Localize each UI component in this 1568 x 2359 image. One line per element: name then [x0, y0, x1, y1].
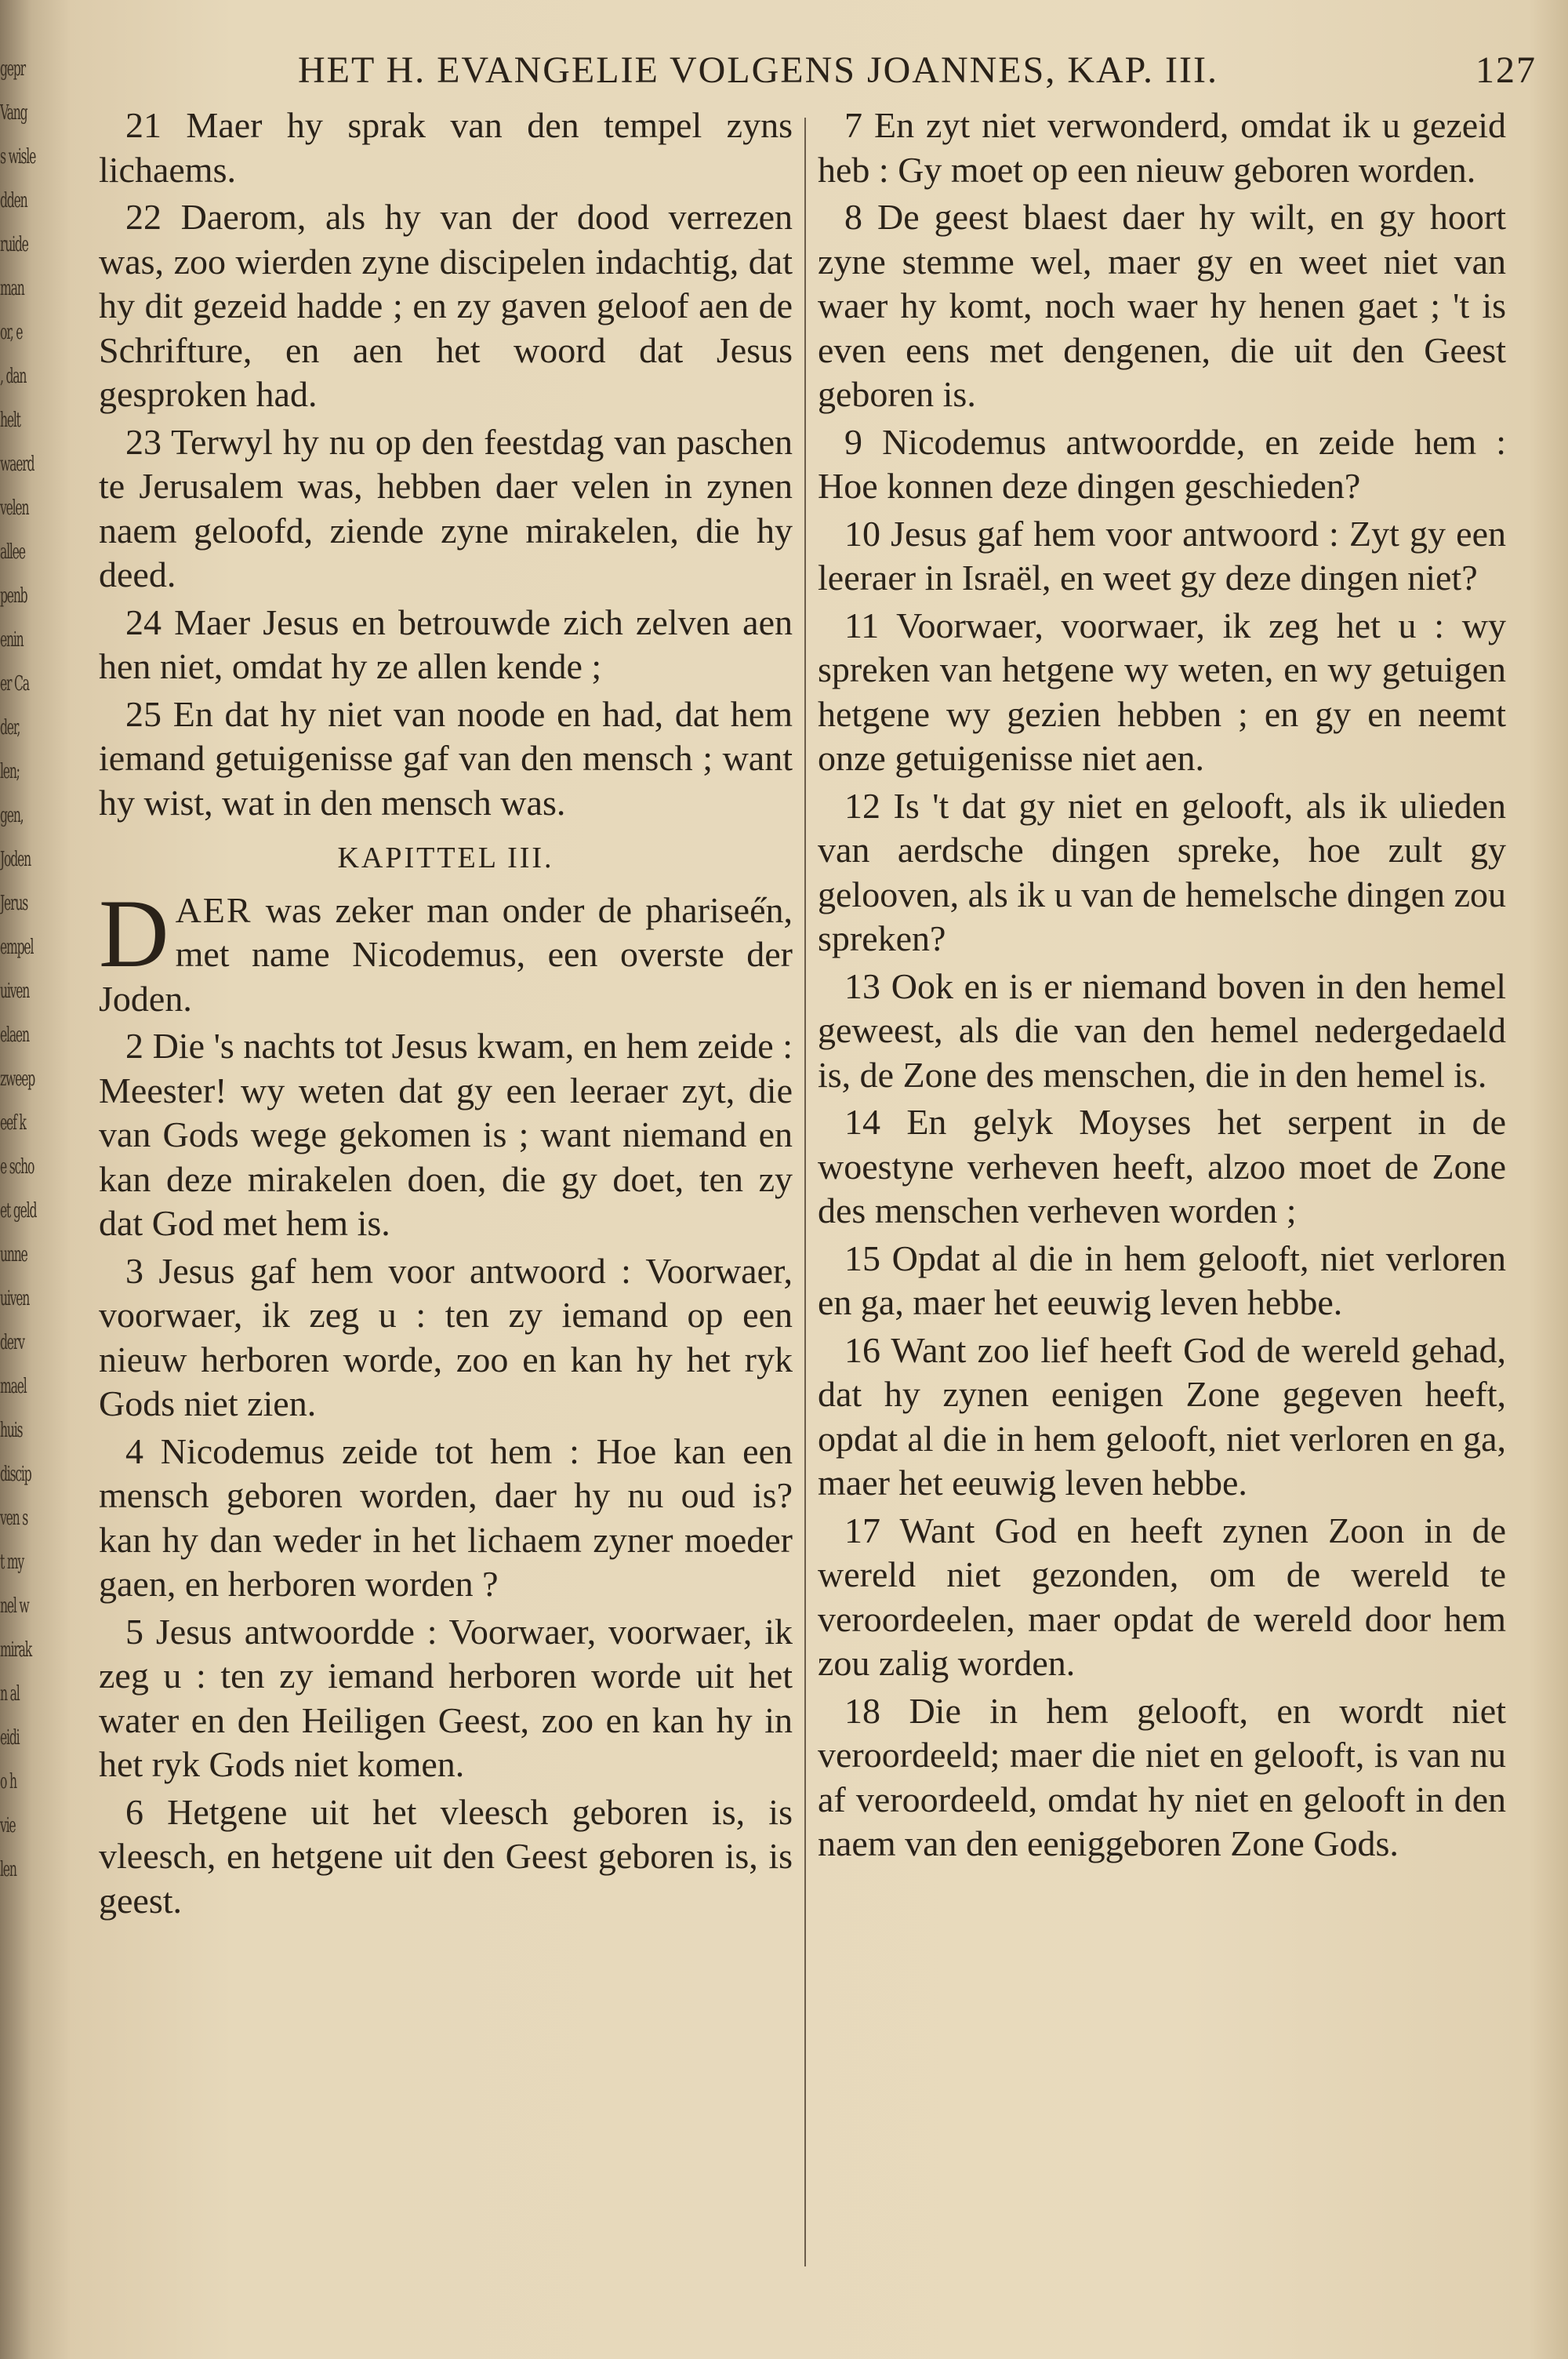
- margin-fragment: s wisle: [0, 145, 36, 169]
- margin-fragment: man: [0, 277, 24, 300]
- margin-fragment: enin: [0, 628, 24, 652]
- running-header: [298, 49, 1537, 104]
- verse: 22 Daerom, als hy van der dood verrezen was, zoo wierden zyne discipelen indachtig, dat hy dit gezeid hadde ; en zy gaven geloof aen de Schrifture, en aen het woord dat Jesus gesproken had.: [99, 197, 793, 414]
- margin-fragment: uiven: [0, 980, 30, 1003]
- verse: 23 Terwyl hy nu op den feestdag van paschen te Jerusalem was, hebben daer velen in zynen naem geloofd, ziende zyne mirakelen, die hy deed.: [99, 421, 793, 594]
- margin-fragment: Joden: [0, 848, 31, 871]
- verse: 18 Die in hem gelooft, en wordt niet veroordeeld; maer die niet en gelooft, is van nu af veroordeeld, omdat hy niet en gelooft in den naem van den eeniggeboren Zone Gods.: [818, 1690, 1506, 1863]
- page-number: 127: [1475, 49, 1537, 91]
- margin-fragment: allee: [0, 540, 25, 564]
- chapter-heading: KAPITTEL III.: [337, 841, 554, 874]
- facing-page-margin: [0, 47, 55, 2306]
- margin-fragment: t my: [0, 1550, 24, 1574]
- left-column: [99, 104, 793, 2284]
- margin-fragment: mael: [0, 1375, 27, 1398]
- margin-fragment: zweep: [0, 1067, 35, 1091]
- margin-fragment: len: [0, 1858, 16, 1881]
- margin-fragment: Jerus: [0, 892, 27, 915]
- margin-fragment: huis: [0, 1419, 23, 1442]
- margin-fragment: unne: [0, 1243, 27, 1267]
- margin-fragment: der,: [0, 716, 20, 740]
- verse: 13 Ook en is er niemand boven in den hemel geweest, als die van den hemel nedergedaeld is, de Zone des menschen, die in den hemel is.: [818, 965, 1506, 1095]
- margin-fragment: nel w: [0, 1594, 29, 1618]
- margin-fragment: eef k: [0, 1111, 26, 1135]
- margin-fragment: Vang: [0, 101, 27, 125]
- header-title: HET H. EVANGELIE VOLGENS JOANNES, KAP. III.: [298, 49, 1218, 91]
- verse: 16 Want zoo lief heeft God de wereld gehad, dat hy zynen eenigen Zone gegeven heeft, opdat al die in hem gelooft, niet verloren en ga, maer het eeuwig leven hebbe.: [818, 1329, 1506, 1503]
- margin-fragment: et geld: [0, 1199, 37, 1223]
- verse: 15 Opdat al die in hem gelooft, niet verloren en ga, maer het eeuwig leven hebbe.: [818, 1238, 1506, 1322]
- margin-fragment: gepr: [0, 57, 25, 81]
- verse: 11 Voorwaer, voorwaer, ik zeg het u : wy spreken van hetgene wy weten, en wy getuigen hetgene wy gezien hebben ; en gy en neemt onze getuigenisse niet aen.: [818, 605, 1506, 778]
- margin-fragment: eidi: [0, 1726, 20, 1750]
- margin-fragment: elaen: [0, 1023, 29, 1047]
- verse: 14 En gelyk Moyses het serpent in de woestyne verheven heeft, alzoo moet de Zone des menschen verheven worden ;: [818, 1102, 1506, 1230]
- margin-fragment: helt: [0, 409, 20, 432]
- margin-fragment: uiven: [0, 1287, 30, 1310]
- chapter-opening: [99, 879, 793, 1022]
- column-divider: [804, 118, 806, 2266]
- margin-fragment: len;: [0, 760, 20, 783]
- opening-small-caps: AER: [175, 889, 252, 930]
- margin-fragment: , dan: [0, 365, 27, 388]
- margin-fragment: e scho: [0, 1155, 34, 1179]
- margin-fragment: o h: [0, 1770, 16, 1794]
- margin-fragment: waerd: [0, 453, 34, 476]
- verse: 8 De geest blaest daer hy wilt, en gy hoort zyne stemme wel, maer gy en weet niet van waer hy komt, noch waer hy henen gaet ; 't is even eens met dengenen, die uit den Geest geboren is.: [818, 197, 1506, 414]
- verse: 6 Hetgene uit het vleesch geboren is, is vleesch, en hetgene uit den Geest geboren is, is geest.: [99, 1791, 793, 1921]
- verse: 10 Jesus gaf hem voor antwoord : Zyt gy een leeraer in Israël, en weet gy deze dingen niet?: [818, 513, 1506, 598]
- margin-fragment: velen: [0, 496, 29, 520]
- margin-fragment: vie: [0, 1814, 16, 1837]
- margin-fragment: ruide: [0, 233, 28, 256]
- opening-text: was zeker man onder de pharisee̋n, met name Nicodemus, een overste der Joden.: [99, 889, 793, 1019]
- verse: 21 Maer hy sprak van den tempel zyns lichaems.: [99, 105, 793, 190]
- margin-fragment: n al: [0, 1682, 20, 1706]
- margin-fragment: ven s: [0, 1507, 28, 1530]
- right-column: [818, 104, 1506, 2284]
- margin-fragment: or, e: [0, 321, 23, 344]
- margin-fragment: er Ca: [0, 672, 29, 696]
- verse: 12 Is 't dat gy niet en gelooft, als ik ulieden van aerdsche dingen spreke, hoe zult gy gelooven, als ik u van de hemelsche dingen zou spreken?: [818, 785, 1506, 958]
- verse: 7 En zyt niet verwonderd, omdat ik u gezeid heb : Gy moet op een nieuw geboren worden.: [818, 105, 1506, 190]
- verse: 25 En dat hy niet van noode en had, dat hem iemand getuigenisse gaf van den mensch ; want hy wist, wat in den mensch was.: [99, 693, 793, 823]
- drop-cap: D: [99, 879, 169, 987]
- margin-fragment: dden: [0, 189, 27, 213]
- verse: 4 Nicodemus zeide tot hem : Hoe kan een mensch geboren worden, daer hy nu oud is? kan hy dan weder in het lichaem zyner moeder gaen, en herboren worden ?: [99, 1430, 793, 1604]
- verse: 24 Maer Jesus en betrouwde zich zelven aen hen niet, omdat hy ze allen kende ;: [99, 602, 793, 686]
- margin-fragment: empel: [0, 936, 34, 959]
- margin-fragment: gen,: [0, 804, 24, 827]
- margin-fragment: discip: [0, 1463, 31, 1486]
- verse: 3 Jesus gaf hem voor antwoord : Voorwaer, voorwaer, ik zeg u : ten zy iemand op een nieuw herboren worde, zoo en kan hy het ryk Gods niet zien.: [99, 1250, 793, 1423]
- margin-fragment: derv: [0, 1331, 24, 1354]
- margin-fragment: mirak: [0, 1638, 31, 1662]
- verse: 17 Want God en heeft zynen Zoon in de wereld niet gezonden, om de wereld te veroordeelen, maer opdat de wereld door hem zou zalig worden.: [818, 1510, 1506, 1683]
- verse: 5 Jesus antwoordde : Voorwaer, voorwaer, ik zeg u : ten zy iemand herboren worde uit het water en den Heiligen Geest, zoo en kan hy in het ryk Gods niet komen.: [99, 1611, 793, 1784]
- verse: 2 Die 's nachts tot Jesus kwam, en hem zeide : Meester! wy weten dat gy een leeraer zyt, die van Gods wege gekomen is ; want niemand en kan deze mirakelen doen, die gy doet, ten zy dat God met hem is.: [99, 1026, 793, 1243]
- verse: 9 Nicodemus antwoordde, en zeide hem : Hoe konnen deze dingen geschieden?: [818, 421, 1506, 506]
- margin-fragment: penb: [0, 584, 27, 608]
